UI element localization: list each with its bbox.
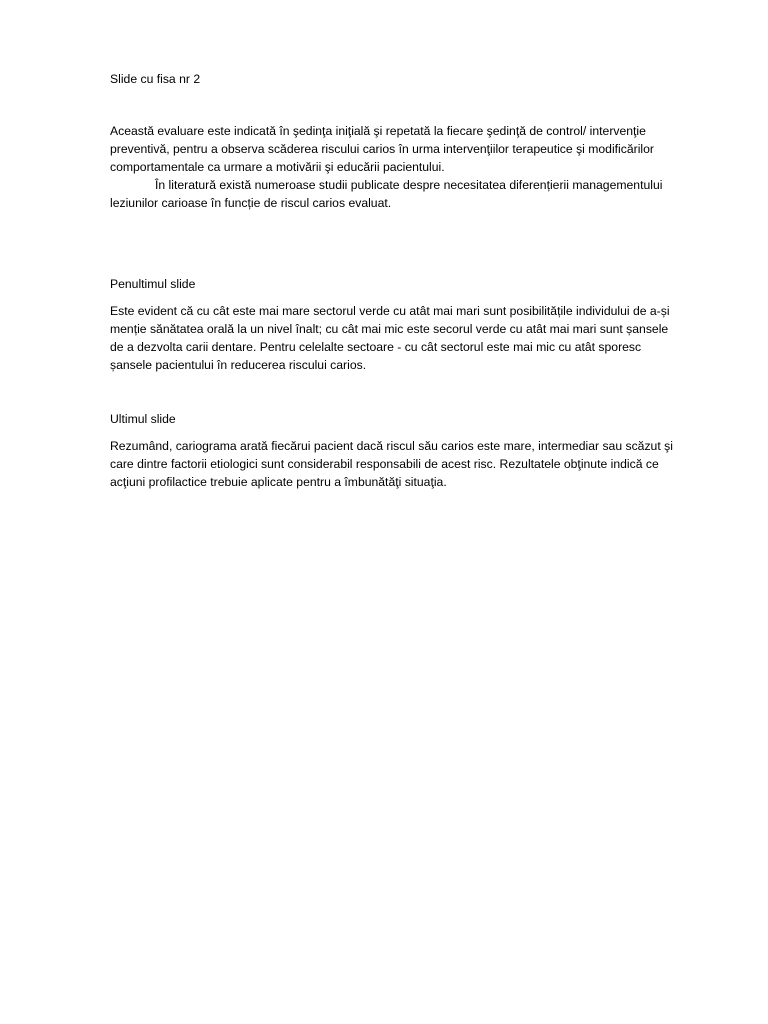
paragraph-ultim xyxy=(110,437,728,491)
paragraph-evaluation xyxy=(110,122,728,176)
paragraph-line: acţiuni profilactice trebuie aplicate pentru a îmbunătăţi situaţia. xyxy=(110,475,447,489)
paragraph-line: de a dezvolta carii dentare. Pentru celelalte sectoare - cu cât sectorul este mai mic cu atât sporesc xyxy=(110,340,642,354)
paragraph-line: Este evident că cu cât este mai mare sectorul verde cu atât mai mari sunt posibilitățile individului de a-și xyxy=(110,304,670,318)
section-heading-penultim: Penultimul slide xyxy=(110,277,196,291)
paragraph-line: Rezumând, cariograma arată fiecărui pacient dacă riscul său carios este mare, intermediar sau scăzut şi xyxy=(110,439,673,453)
paragraph-line: menție sănătatea orală la un nivel înalt; cu cât mai mic este secorul verde cu atât mai mari sunt șansele xyxy=(110,322,669,336)
paragraph-line: leziunilor carioase în funcție de riscul carios evaluat. xyxy=(110,196,392,210)
paragraph-line: Această evaluare este indicată în şedinţa iniţială şi repetată la fiecare şedinţă de control/ intervenţie xyxy=(110,124,646,138)
section-heading-ultim: Ultimul slide xyxy=(110,412,176,426)
paragraph-line: comportamentale ca urmare a motivării şi educării pacientului. xyxy=(110,160,445,174)
paragraph-line: În literatură există numeroase studii publicate despre necesitatea diferențierii managementului xyxy=(155,178,663,192)
paragraph-literature xyxy=(110,176,728,212)
document-title: Slide cu fisa nr 2 xyxy=(110,72,201,86)
paragraph-line: preventivă, pentru a observa scăderea riscului carios în urma intervenţiilor terapeutice şi modificărilor xyxy=(110,142,654,156)
paragraph-penultim xyxy=(110,302,728,374)
paragraph-line: care dintre factorii etiologici sunt considerabil responsabili de acest risc. Rezultatele obţinute indică ce xyxy=(110,457,659,471)
paragraph-line: șansele pacientului în reducerea riscului carios. xyxy=(110,358,367,372)
